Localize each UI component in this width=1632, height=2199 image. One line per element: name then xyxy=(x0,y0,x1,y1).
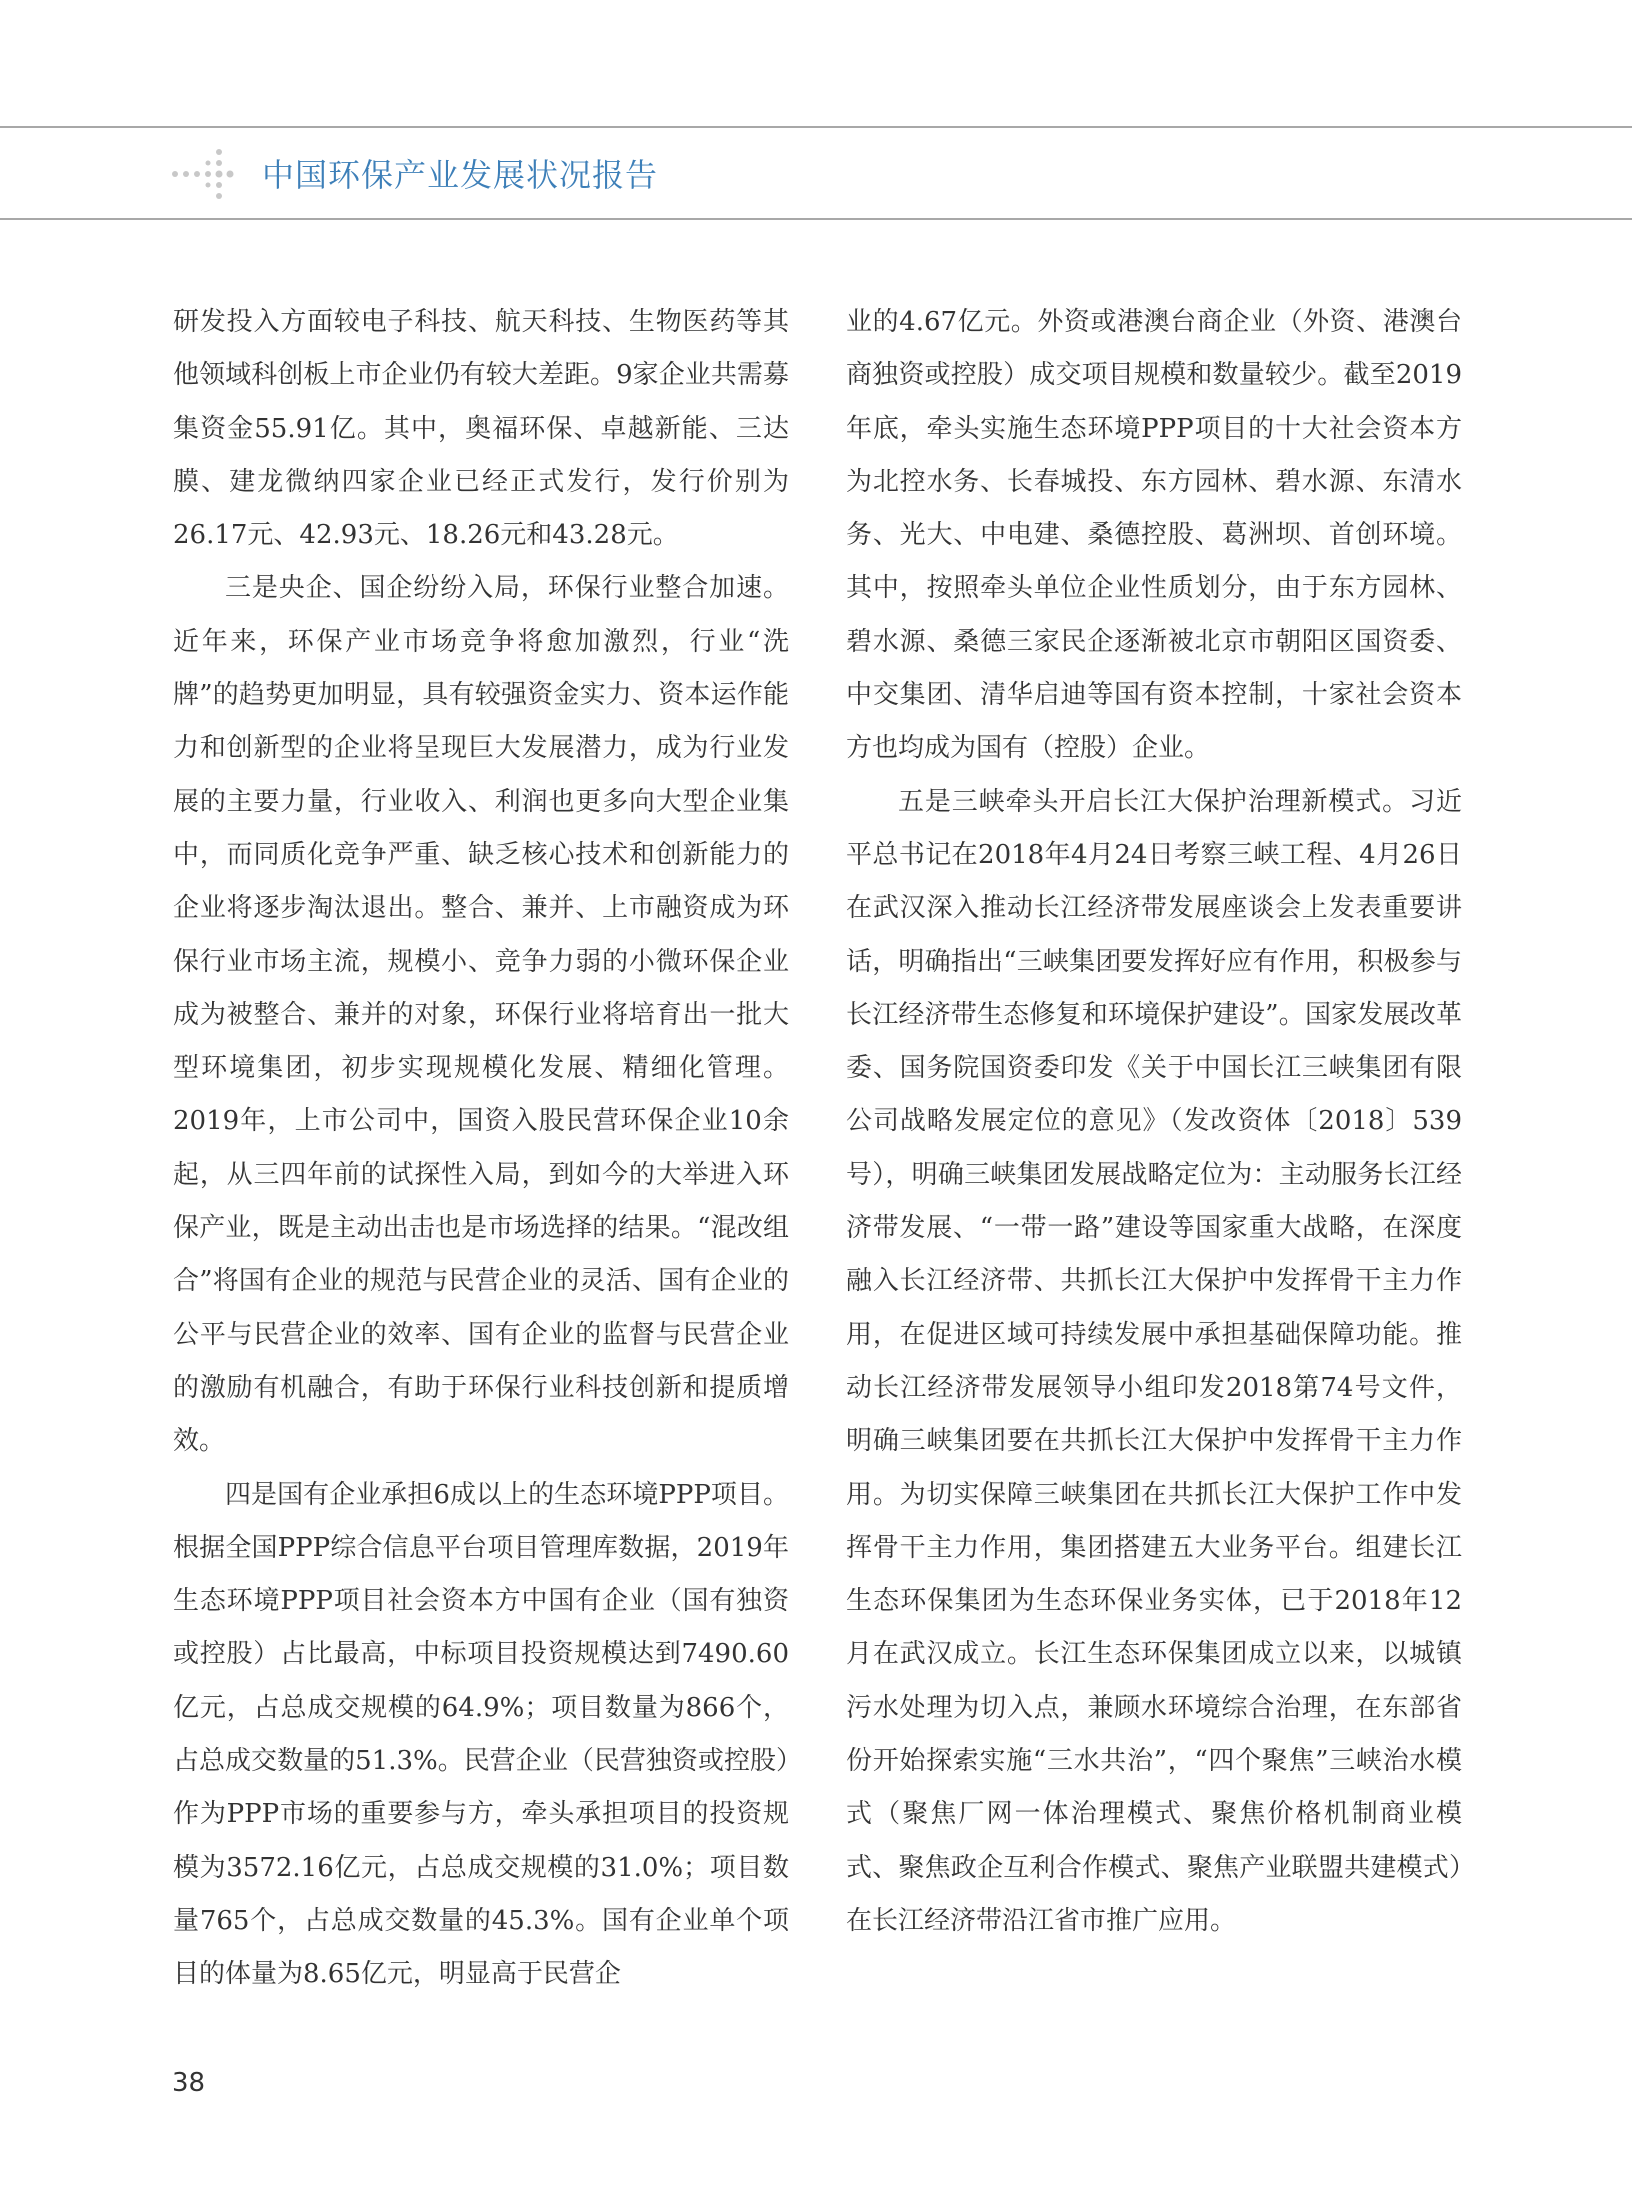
paragraph-three: 三是央企、国企纷纷入局，环保行业整合加速。近年来，环保产业市场竞争将愈加激烈，行业“洗牌”的趋势更加明显，具有较强资金实力、资本运作能力和创新型的企业将呈现巨大发展潜力，成为行业发展的主要力量，行业收入、利润也更多向大型企业集中，而同质化竞争严重、缺乏核心技术和创新能力的企业将逐步淘汰退出。整合、兼并、上市融资成为环保行业市场主流，规模小、竞争力弱的小微环保企业成为被整合、兼并的对象，环保行业将培育出一批大型环境集团，初步实现规模化发展、精细化管理。2019年，上市公司中，国资入股民营环保企业10余起，从三四年前的试探性入局，到如今的大举进入环保产业，既是主动出击也是市场选择的结果。“混改组合”将国有企业的规范与民营企业的灵活、国有企业的公平与民营企业的效率、国有企业的监督与民营企业的激励有机融合，有助于环保行业科技创新和提质增效。 xyxy=(173,573,789,1457)
report-title: 中国环保产业发展状况报告 xyxy=(262,156,659,194)
right-column xyxy=(846,296,1462,1948)
paragraph-continued: 研发投入方面较电子科技、航天科技、生物医药等其他领域科创板上市企业仍有较大差距。9家企业共需募集资金55.91亿。其中，奥福环保、卓越新能、三达膜、建龙微纳四家企业已经正式发行，发行价别为26.17元、42.93元、18.26元和43.28元。 xyxy=(173,307,789,551)
top-rule xyxy=(0,126,1632,128)
paragraph-four: 四是国有企业承担6成以上的生态环境PPP项目。根据全国PPP综合信息平台项目管理库数据，2019年生态环境PPP项目社会资本方中国有企业（国有独资或控股）占比最高，中标项目投资规模达到7490.60亿元，占总成交规模的64.9%；项目数量为866个，占总成交数量的51.3%。民营企业（民营独资或控股）作为PPP市场的重要参与方，牵头承担项目的投资规模为3572.16亿元，占总成交规模的31.0%；项目数量765个，占总成交数量的45.3%。国有企业单个项目的体量为8.65亿元，明显高于民营企 xyxy=(173,1479,789,1990)
left-column xyxy=(173,296,789,2002)
header-rule xyxy=(0,218,1632,220)
page-number: 38 xyxy=(172,2068,206,2098)
dot-pattern-icon xyxy=(170,144,250,204)
paragraph-four-continued: 业的4.67亿元。外资或港澳台商企业（外资、港澳台商独资或控股）成交项目规模和数量较少。截至2019年底，牵头实施生态环境PPP项目的十大社会资本方为北控水务、长春城投、东方园林、碧水源、东清水务、光大、中电建、桑德控股、葛洲坝、首创环境。其中，按照牵头单位企业性质划分，由于东方园林、碧水源、桑德三家民企逐渐被北京市朝阳区国资委、中交集团、清华启迪等国有资本控制，十家社会资本方也均成为国有（控股）企业。 xyxy=(846,307,1462,764)
paragraph-five: 五是三峡牵头开启长江大保护治理新模式。习近平总书记在2018年4月24日考察三峡工程、4月26日在武汉深入推动长江经济带发展座谈会上发表重要讲话，明确指出“三峡集团要发挥好应有作用，积极参与长江经济带生态修复和环境保护建设”。国家发展改革委、国务院国资委印发《关于中国长江三峡集团有限公司战略发展定位的意见》（发改资体〔2018〕539号），明确三峡集团发展战略定位为：主动服务长江经济带发展、“一带一路”建设等国家重大战略，在深度融入长江经济带、共抓长江大保护中发挥骨干主力作用，在促进区域可持续发展中承担基础保障功能。推动长江经济带发展领导小组印发2018第74号文件，明确三峡集团要在共抓长江大保护中发挥骨干主力作用。为切实保障三峡集团在共抓长江大保护工作中发挥骨干主力作用，集团搭建五大业务平台。组建长江生态环保集团为生态环保业务实体，已于2018年12月在武汉成立。长江生态环保集团成立以来，以城镇污水处理为切入点，兼顾水环境综合治理，在东部省份开始探索实施“三水共治”，“四个聚焦”三峡治水模式（聚焦厂网一体治理模式、聚焦价格机制商业模式、聚焦政企互利合作模式、聚焦产业联盟共建模式）在长江经济带沿江省市推广应用。 xyxy=(846,786,1462,1936)
